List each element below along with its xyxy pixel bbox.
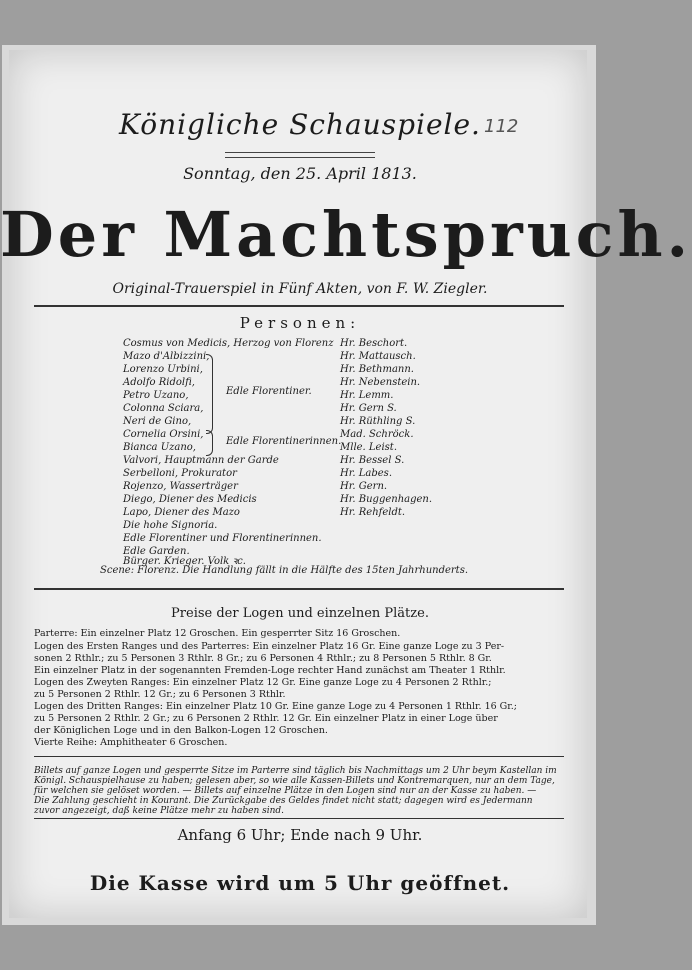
start-time: Anfang 6 Uhr; Ende nach 9 Uhr. [177, 826, 423, 844]
actor-name: Mlle. Leist. [340, 442, 397, 453]
cast-role: Cornelia Orsini, [123, 429, 204, 440]
cast-role: Mazo d'Albizzini, [123, 351, 210, 362]
cast-role: Adolfo Ridolfi, [123, 377, 195, 388]
cast-role: Lorenzo Urbini, [123, 364, 203, 375]
cast-role: Diego, Diener des Medicis [123, 494, 257, 505]
price-line: sonen 2 Rthlr.; zu 5 Personen 3 Rthlr. 8 Gr.; zu 6 Personen 4 Rthlr.; zu 8 Personen 5 Rthlr. 8 Gr. [34, 653, 492, 664]
cast-role: Neri de Gino, [123, 416, 192, 427]
scene-note: Scene: Florenz. Die Handlung fällt in die Hälfte des 15ten Jahrhunderts. [100, 565, 469, 576]
actor-name: Hr. Gern S. [340, 403, 397, 414]
play-subtitle: Original-Trauerspiel in Fünf Akten, von F. W. Ziegler. [112, 281, 488, 297]
divider-rule [34, 305, 564, 307]
cast-role: Petro Uzano, [123, 390, 189, 401]
cast-role: Serbelloni, Prokurator [123, 468, 237, 479]
actor-name: Hr. Nebenstein. [340, 377, 421, 388]
cast-role: Colonna Sciara, [123, 403, 204, 414]
price-line: Parterre: Ein einzelner Platz 12 Groschen. Ein gesperrter Sitz 16 Groschen. [34, 628, 401, 639]
cast-heading: Personen: [239, 314, 361, 332]
divider-rule [34, 818, 564, 819]
divider-rule [34, 588, 564, 590]
group-label-women: Edle Florentinerinnen. [226, 436, 342, 447]
theatre-name: Königliche Schauspiele. [119, 108, 481, 141]
cast-role: Die hohe Signoria. [123, 520, 218, 531]
price-line: Logen des Ersten Ranges und des Parterres: Ein einzelner Platz 16 Gr. Eine ganze Loge zu 3 Per- [34, 641, 505, 652]
info-line: Billets auf ganze Logen und gesperrte Sitze im Parterre sind täglich bis Nachmittags um 2 Uhr beym Kastellan im [34, 766, 557, 776]
cast-role: Rojenzo, Wasserträger [123, 481, 238, 492]
actor-name: Hr. Gern. [340, 481, 388, 492]
price-line: der Königlichen Loge und in den Balkon-Logen 12 Groschen. [34, 725, 328, 736]
actor-name: Hr. Labes. [340, 468, 392, 479]
cast-role: Lapo, Diener des Mazo [123, 507, 240, 518]
price-line: zu 5 Personen 2 Rthlr. 2 Gr.; zu 6 Personen 2 Rthlr. 12 Gr. Ein einzelner Platz in einer Loge über [34, 713, 498, 724]
actor-name: Hr. Beschort. [340, 338, 408, 349]
price-line: Logen des Zweyten Ranges: Ein einzelner Platz 12 Gr. Eine ganze Loge zu 4 Personen 2 Rthlr.; [34, 677, 492, 688]
price-line: Ein einzelner Platz in der sogenannten Fremden-Loge rechter Hand zunächst am Theater 1 Rthlr. [34, 665, 506, 676]
price-line: zu 5 Personen 2 Rthlr. 12 Gr.; zu 6 Personen 3 Rthlr. [34, 689, 286, 700]
play-title: Der Machtspruch. [0, 198, 692, 271]
info-line: Königl. Schauspielhause zu haben; gelesen aber, so wie alle Kassen-Billets und Kontremarquen, nur an dem Tage, [34, 776, 555, 786]
group-brace [206, 430, 213, 456]
cast-role: Cosmus von Medicis, Herzog von Florenz [123, 338, 334, 349]
cast-role: Bürger. Krieger. Volk ꝛc. [123, 556, 246, 567]
divider-rule [34, 756, 564, 757]
info-line: Die Zahlung geschieht in Kourant. Die Zurückgabe des Geldes findet nicht statt; dagegen wird es Jedermann [34, 796, 533, 806]
actor-name: Hr. Mattausch. [340, 351, 416, 362]
box-office-note: Die Kasse wird um 5 Uhr geöffnet. [89, 871, 511, 895]
archive-number: 112 [484, 116, 519, 137]
actor-name: Hr. Buggenhagen. [340, 494, 433, 505]
ornament-divider [225, 152, 375, 158]
actor-name: Hr. Rehfeldt. [340, 507, 406, 518]
price-line: Logen des Dritten Ranges: Ein einzelner Platz 10 Gr. Eine ganze Loge zu 4 Personen 1 Rthlr. 16 Gr.; [34, 701, 517, 712]
info-line: für welchen sie gelöset worden. — Billets auf einzelne Plätze in den Logen sind nur an der Kasse zu haben. — [34, 786, 537, 796]
performance-date: Sonntag, den 25. April 1813. [183, 164, 417, 183]
price-line: Vierte Reihe: Amphitheater 6 Groschen. [34, 737, 228, 748]
actor-name: Hr. Bethmann. [340, 364, 414, 375]
group-label-men: Edle Florentiner. [226, 386, 312, 397]
actor-name: Hr. Bessel S. [340, 455, 405, 466]
actor-name: Hr. Rüthling S. [340, 416, 416, 427]
cast-role: Edle Florentiner und Florentinerinnen. [123, 533, 322, 544]
group-brace [206, 354, 213, 434]
actor-name: Hr. Lemm. [340, 390, 394, 401]
info-line: zuvor angezeigt, daß keine Plätze mehr zu haben sind. [34, 806, 285, 816]
actor-name: Mad. Schröck. [340, 429, 414, 440]
cast-role: Bianca Uzano, [123, 442, 196, 453]
cast-role: Edle Garden. [123, 546, 190, 557]
cast-role: Valvori, Hauptmann der Garde [123, 455, 279, 466]
price-title: Preise der Logen und einzelnen Plätze. [171, 606, 429, 621]
